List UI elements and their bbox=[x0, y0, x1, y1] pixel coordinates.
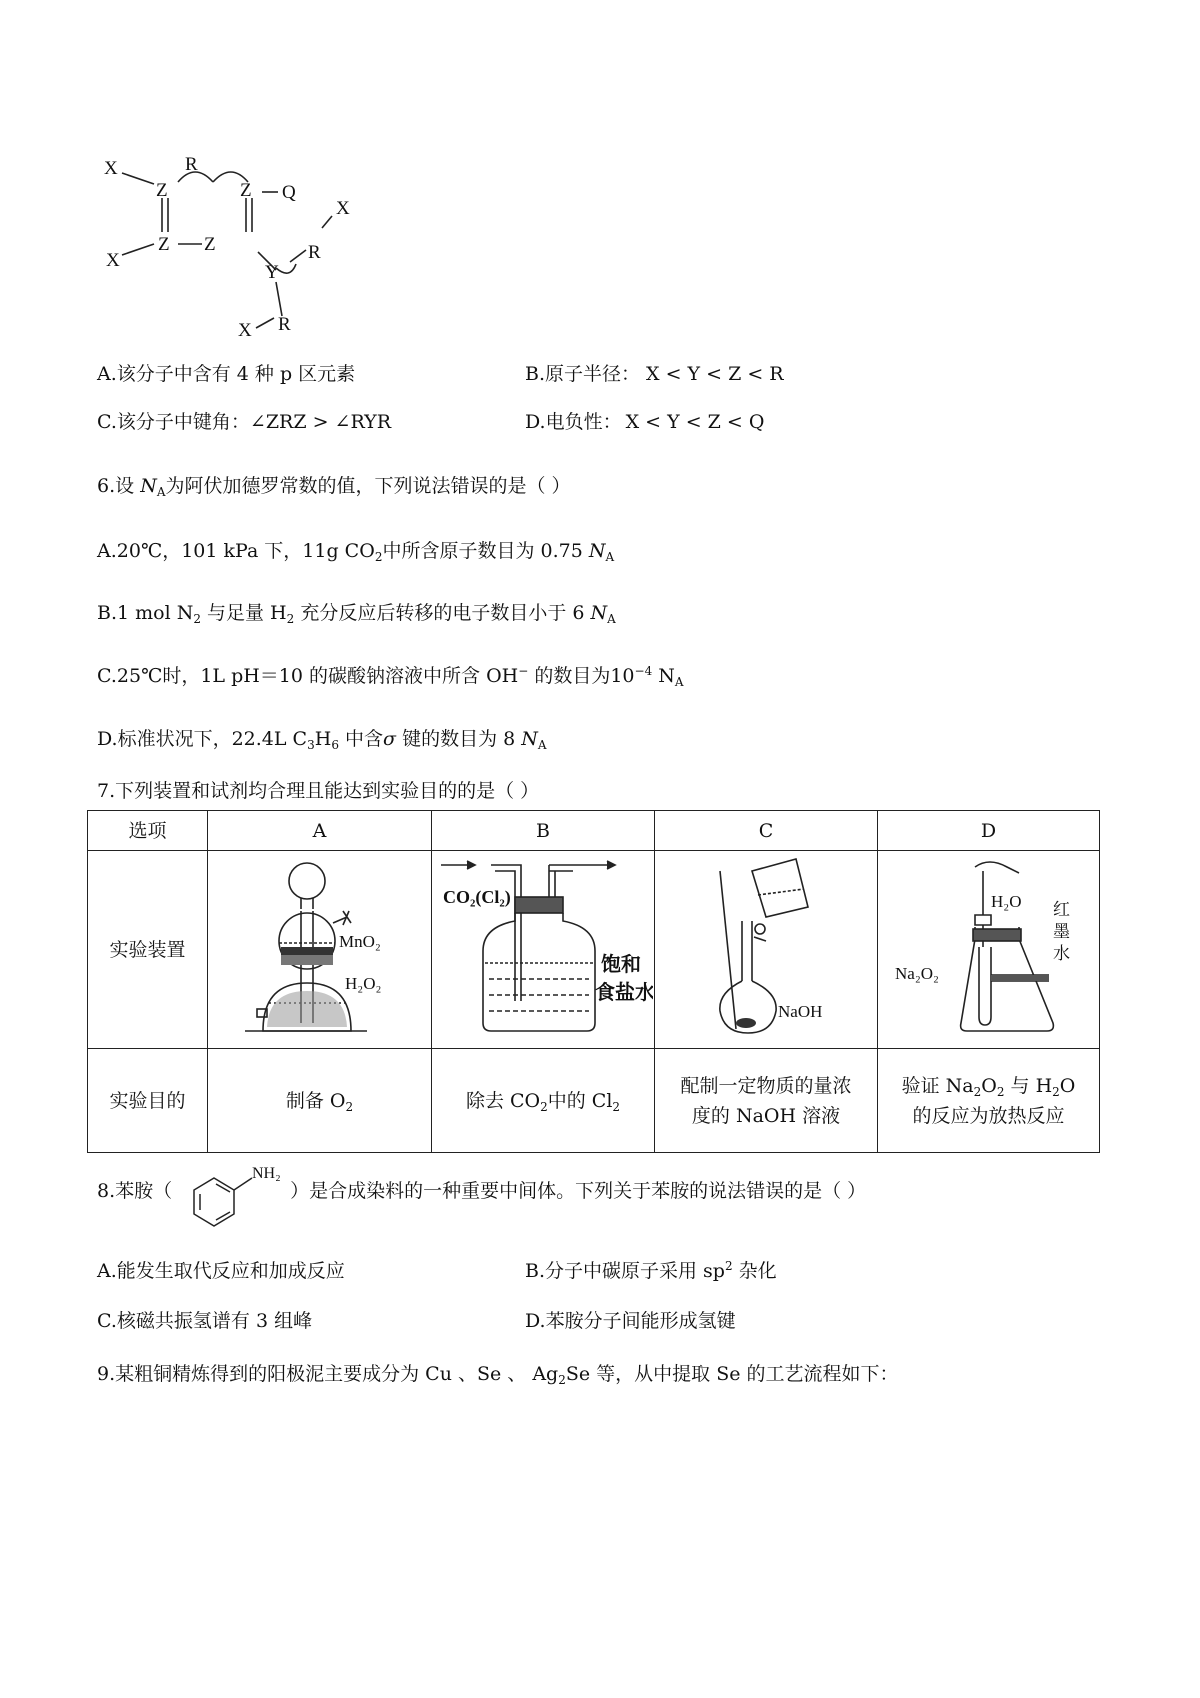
q5-option-a bbox=[97, 361, 355, 387]
q6-c-sup2: −4 bbox=[634, 664, 653, 678]
na-symbol: N bbox=[140, 475, 157, 497]
row-label-purpose: 实验目的 bbox=[88, 1049, 208, 1153]
q6-d-post: 键的数目为 8 bbox=[402, 728, 516, 750]
q8-option-b-sup: 2 bbox=[724, 1259, 733, 1273]
purpose-c-line2: 度的 NaOH 溶液 bbox=[691, 1104, 841, 1127]
na-subscript: A bbox=[605, 550, 615, 564]
q6-c-pre: C.25℃时，1L pH＝10 的碳酸钠溶液中所含 OH bbox=[97, 665, 519, 687]
apparatus-c bbox=[655, 851, 878, 1049]
header-b: B bbox=[432, 811, 655, 851]
q6-option-c bbox=[97, 663, 684, 689]
purpose-a-text: 制备 O bbox=[285, 1089, 346, 1112]
purpose-d-line2: 的反应为放热反应 bbox=[912, 1104, 1065, 1127]
q7-stem-text: 7.下列装置和试剂均合理且能达到实验目的的是（ ） bbox=[97, 780, 540, 802]
purpose-row bbox=[88, 1049, 1100, 1153]
q8-option-d-text: D.苯胺分子间能形成氢键 bbox=[525, 1310, 736, 1332]
apparatus-row bbox=[88, 851, 1100, 1049]
header-a: A bbox=[208, 811, 432, 851]
q5-option-a-text: A.该分子中含有 4 种 p 区元素 bbox=[97, 363, 356, 385]
q6-c-sub: A bbox=[674, 675, 684, 689]
purpose-b-text: 除去 CO bbox=[465, 1089, 541, 1112]
purpose-d-pre: 验证 Na bbox=[901, 1074, 974, 1097]
table-header-row bbox=[88, 811, 1100, 851]
q6-option-b bbox=[97, 600, 616, 626]
q9-stem-pre: 9.某粗铜精炼得到的阳极泥主要成分为 Cu 、Se 、 Ag bbox=[97, 1363, 559, 1385]
atom-x-4: X bbox=[238, 320, 252, 341]
q6-b-mid: 与足量 H bbox=[207, 602, 287, 624]
atom-r-bottom: R bbox=[278, 314, 291, 335]
q6-b-post: 充分反应后转移的电子数目小于 6 bbox=[300, 602, 585, 624]
purpose-c-line1: 配制一定物质的量浓 bbox=[680, 1074, 852, 1097]
volumetric-flask-figure bbox=[656, 851, 876, 1039]
q5-option-d bbox=[525, 409, 764, 435]
atom-q: Q bbox=[282, 182, 296, 203]
apparatus-b bbox=[432, 851, 655, 1049]
purpose-b-sub: 2 bbox=[540, 1099, 548, 1114]
atom-x-2: X bbox=[106, 250, 120, 271]
q8-option-d bbox=[525, 1308, 736, 1334]
q6-a-post: 中所含原子数目为 0.75 bbox=[382, 540, 583, 562]
exothermic-test-figure bbox=[879, 851, 1099, 1039]
q5-option-d-expr: X < Y < Z < Q bbox=[625, 411, 765, 433]
q6-d-mid2: 中含 bbox=[345, 728, 384, 750]
q6-stem bbox=[97, 473, 571, 499]
na-symbol: N bbox=[590, 602, 608, 624]
purpose-d-sub2: 2 bbox=[996, 1084, 1005, 1099]
q6-stem-pre: 6.设 bbox=[97, 475, 135, 497]
q7-stem bbox=[97, 778, 539, 804]
purpose-a bbox=[208, 1049, 432, 1153]
q6-b-pre: B.1 mol N bbox=[97, 602, 194, 624]
aniline-figure bbox=[172, 1160, 294, 1230]
purpose-d-sub3: 2 bbox=[1052, 1084, 1060, 1099]
q8-option-a-text: A.能发生取代反应和加成反应 bbox=[97, 1260, 345, 1282]
q8-option-b-post: 杂化 bbox=[738, 1260, 777, 1282]
atom-z-3: Z bbox=[158, 234, 170, 255]
q8-stem-post: ）是合成染料的一种重要中间体。下列关于苯胺的说法错误的是（ ） bbox=[290, 1180, 867, 1202]
apparatus-d bbox=[878, 851, 1100, 1049]
q6-option-d bbox=[97, 726, 547, 752]
na-symbol: N bbox=[521, 728, 538, 750]
sigma-symbol: σ bbox=[383, 728, 397, 750]
purpose-d-sub1: 2 bbox=[973, 1084, 982, 1099]
h2o2-liquid-upper bbox=[281, 955, 333, 965]
label-h2o2: H₂O₂ bbox=[344, 974, 381, 993]
atom-z-1: Z bbox=[156, 180, 168, 201]
q5-option-c bbox=[97, 409, 391, 435]
header-option: 选项 bbox=[88, 811, 208, 851]
q6-d-sub1: 3 bbox=[307, 738, 315, 752]
q6-d-mid: H bbox=[314, 728, 332, 750]
atom-r-right: R bbox=[308, 242, 321, 263]
naoh-solid bbox=[736, 1018, 756, 1028]
purpose-b-mid: 中的 Cl bbox=[547, 1089, 613, 1112]
q5-option-c-expr: ∠ZRZ > ∠RYR bbox=[249, 411, 392, 433]
atom-z-2: Z bbox=[240, 180, 252, 201]
label-mno2: MnO₂ bbox=[338, 932, 381, 951]
kipp-apparatus-figure bbox=[215, 851, 425, 1039]
label-h2o: H₂O bbox=[990, 892, 1021, 911]
purpose-d-mid2: 与 H bbox=[1010, 1074, 1053, 1097]
purpose-d bbox=[878, 1049, 1100, 1153]
apparatus-a bbox=[208, 851, 432, 1049]
q6-b-sub2: 2 bbox=[286, 612, 295, 626]
purpose-d-post: O bbox=[1059, 1074, 1076, 1097]
experiment-table bbox=[87, 810, 1100, 1153]
purpose-b-sub2: 2 bbox=[612, 1099, 621, 1114]
q5-option-b-expr: X < Y < Z < R bbox=[646, 363, 784, 385]
label-saturated: 饱和 bbox=[601, 952, 641, 976]
label-red-3: 水 bbox=[1052, 944, 1070, 964]
q6-a-pre: A.20℃，101 kPa 下，11g CO bbox=[97, 540, 375, 562]
q9-stem-sub: 2 bbox=[558, 1373, 566, 1387]
atom-y: Y bbox=[265, 262, 279, 283]
atom-x-3: X bbox=[336, 198, 350, 219]
q6-c-post: N bbox=[658, 665, 675, 687]
q8-stem-pre: 8.苯胺（ bbox=[97, 1180, 173, 1202]
label-co2-cl2: CO₂(Cl₂) bbox=[443, 887, 511, 907]
label-brine: 食盐水 bbox=[595, 980, 653, 1004]
gas-washing-bottle-figure bbox=[433, 851, 653, 1039]
q9-stem bbox=[97, 1361, 899, 1387]
q8-option-c bbox=[97, 1308, 312, 1334]
q9-stem-post: Se 等，从中提取 Se 的工艺流程如下： bbox=[565, 1363, 899, 1385]
q6-stem-post: 为阿伏加德罗常数的值，下列说法错误的是（ ） bbox=[165, 475, 571, 497]
q5-option-b-label: B.原子半径： bbox=[525, 363, 641, 385]
q5-option-d-label: D.电负性： bbox=[525, 411, 622, 433]
mno2-solid bbox=[281, 947, 333, 955]
header-d: D bbox=[878, 811, 1100, 851]
q8-option-b bbox=[525, 1258, 777, 1284]
purpose-a-sub: 2 bbox=[345, 1099, 354, 1114]
q5-option-c-label: C.该分子中键角： bbox=[97, 411, 250, 433]
header-c: C bbox=[655, 811, 878, 851]
atom-z-4: Z bbox=[204, 234, 216, 255]
molecule-structure-figure bbox=[100, 140, 360, 350]
q8-option-c-text: C.核磁共振氢谱有 3 组峰 bbox=[97, 1310, 313, 1332]
q8-option-a bbox=[97, 1258, 345, 1284]
na-subscript: A bbox=[156, 485, 166, 499]
purpose-d-mid: O bbox=[981, 1074, 997, 1097]
na-subscript: A bbox=[537, 738, 547, 752]
q6-c-sup1: − bbox=[518, 664, 529, 678]
q6-a-sub: 2 bbox=[374, 550, 383, 564]
nh2-label: NH₂ bbox=[252, 1165, 281, 1182]
q6-d-sub2: 6 bbox=[331, 738, 339, 752]
q5-option-b bbox=[525, 361, 784, 387]
q6-d-pre: D.标准状况下，22.4L C bbox=[97, 728, 308, 750]
q6-option-a bbox=[97, 538, 614, 564]
purpose-b bbox=[432, 1049, 655, 1153]
label-naoh: NaOH bbox=[778, 1002, 823, 1021]
na-symbol: N bbox=[588, 540, 606, 562]
purpose-c bbox=[655, 1049, 878, 1153]
q8-option-b-pre: B.分子中碳原子采用 sp bbox=[525, 1260, 725, 1282]
na-subscript: A bbox=[607, 612, 616, 626]
row-label-apparatus: 实验装置 bbox=[88, 851, 208, 1049]
ink-column bbox=[991, 975, 1049, 981]
label-na2o2: Na₂O₂ bbox=[894, 964, 939, 983]
q6-b-sub1: 2 bbox=[193, 612, 201, 626]
purpose-d-line1 bbox=[884, 1071, 1093, 1101]
q6-c-mid: 的数目为10 bbox=[534, 665, 635, 687]
atom-r-top: R bbox=[185, 154, 198, 175]
label-red-2: 墨 bbox=[1052, 922, 1070, 942]
h2o2-liquid-lower bbox=[267, 991, 347, 1027]
atom-x-1: X bbox=[104, 158, 118, 179]
label-red-1: 红 bbox=[1052, 900, 1070, 920]
